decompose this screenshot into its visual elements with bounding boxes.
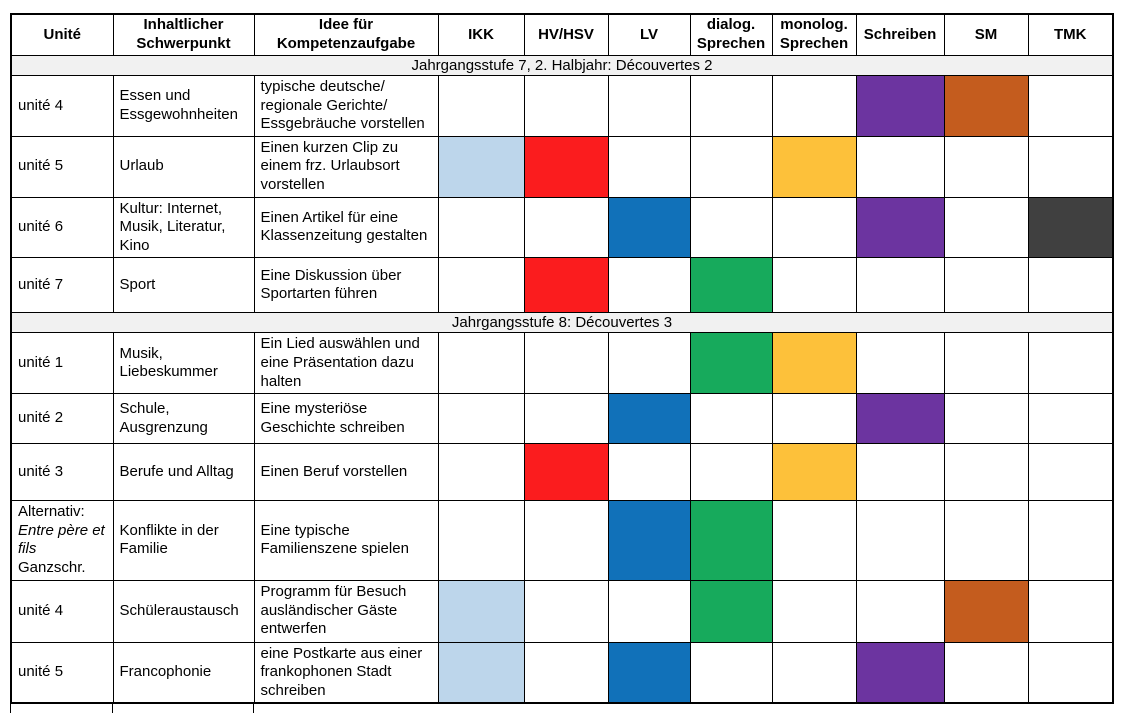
topic-cell: Konflikte in der Familie bbox=[113, 501, 254, 580]
competence-cell-hv-hsv bbox=[524, 501, 608, 580]
task-cell: typische deutsche/ regionale Gerichte/ Essgebräuche vorstellen bbox=[254, 76, 438, 137]
unit-cell: unité 3 bbox=[11, 444, 113, 501]
unit-cell: Alternativ: Entre père et fils Ganzschr. bbox=[11, 501, 113, 580]
competence-cell-hv-hsv bbox=[524, 394, 608, 444]
table-row bbox=[11, 444, 1113, 501]
competence-cell-dialog bbox=[690, 501, 772, 580]
competence-cell-sm bbox=[944, 444, 1028, 501]
competence-cell-sm bbox=[944, 501, 1028, 580]
competence-cell-monolog bbox=[772, 444, 856, 501]
table-left-border-stub bbox=[10, 704, 11, 713]
task-cell: Eine mysteriöse Geschichte schreiben bbox=[254, 394, 438, 444]
section-title: Jahrgangsstufe 8: Découvertes 3 bbox=[11, 313, 1113, 333]
topic-cell: Schüleraustausch bbox=[113, 580, 254, 642]
col-header-kompetenzaufgabe: Idee für Kompetenzaufgabe bbox=[254, 14, 438, 56]
section-banner-jgst8 bbox=[11, 313, 1113, 333]
competence-cell-schreiben bbox=[856, 258, 944, 313]
col-header-unite: Unité bbox=[11, 14, 113, 56]
col-header-schwerpunkt: Inhaltlicher Schwerpunkt bbox=[113, 14, 254, 56]
competence-cell-tmk bbox=[1028, 580, 1113, 642]
competence-cell-hv-hsv bbox=[524, 333, 608, 394]
col-header-sm: SM bbox=[944, 14, 1028, 56]
competence-cell-lv bbox=[608, 258, 690, 313]
competence-cell-schreiben bbox=[856, 394, 944, 444]
competence-cell-dialog bbox=[690, 76, 772, 137]
competence-cell-hv-hsv bbox=[524, 444, 608, 501]
competence-cell-schreiben bbox=[856, 444, 944, 501]
competence-cell-lv bbox=[608, 394, 690, 444]
competence-cell-monolog bbox=[772, 642, 856, 703]
competence-cell-hv-hsv bbox=[524, 580, 608, 642]
topic-cell: Essen und Essgewohnheiten bbox=[113, 76, 254, 137]
competence-cell-tmk bbox=[1028, 501, 1113, 580]
topic-cell: Sport bbox=[113, 258, 254, 313]
competence-cell-tmk bbox=[1028, 197, 1113, 258]
table-row bbox=[11, 76, 1113, 137]
curriculum-table bbox=[10, 13, 1114, 704]
cut-off-next-row-borders bbox=[10, 704, 1112, 715]
col-header-monolog-sprechen: monolog. Sprechen bbox=[772, 14, 856, 56]
topic-cell: Urlaub bbox=[113, 136, 254, 197]
table-row bbox=[11, 197, 1113, 258]
table-row bbox=[11, 642, 1113, 703]
competence-cell-ikk bbox=[438, 394, 524, 444]
unit-cell: unité 7 bbox=[11, 258, 113, 313]
task-cell: Programm für Besuch ausländischer Gäste entwerfen bbox=[254, 580, 438, 642]
table-row bbox=[11, 258, 1113, 313]
competence-cell-tmk bbox=[1028, 333, 1113, 394]
competence-cell-schreiben bbox=[856, 501, 944, 580]
competence-cell-dialog bbox=[690, 444, 772, 501]
table-body bbox=[11, 56, 1113, 704]
competence-cell-hv-hsv bbox=[524, 197, 608, 258]
italic-book-title: Entre père et fils bbox=[18, 521, 105, 558]
competence-cell-hv-hsv bbox=[524, 258, 608, 313]
unit-cell: unité 6 bbox=[11, 197, 113, 258]
competence-cell-lv bbox=[608, 642, 690, 703]
competence-cell-ikk bbox=[438, 501, 524, 580]
competence-cell-tmk bbox=[1028, 444, 1113, 501]
table-row bbox=[11, 580, 1113, 642]
competence-cell-hv-hsv bbox=[524, 642, 608, 703]
column-border-stub bbox=[112, 704, 113, 713]
competence-cell-lv bbox=[608, 580, 690, 642]
section-banner-jgst7 bbox=[11, 56, 1113, 76]
competence-cell-monolog bbox=[772, 258, 856, 313]
competence-cell-sm bbox=[944, 197, 1028, 258]
competence-cell-ikk bbox=[438, 333, 524, 394]
competence-cell-tmk bbox=[1028, 76, 1113, 137]
competence-cell-ikk bbox=[438, 258, 524, 313]
competence-cell-monolog bbox=[772, 197, 856, 258]
competence-cell-hv-hsv bbox=[524, 136, 608, 197]
unit-cell: unité 5 bbox=[11, 136, 113, 197]
competence-cell-dialog bbox=[690, 258, 772, 313]
col-header-ikk: IKK bbox=[438, 14, 524, 56]
task-cell: eine Postkarte aus einer frankophonen Stadt schreiben bbox=[254, 642, 438, 703]
competence-cell-dialog bbox=[690, 333, 772, 394]
competence-cell-schreiben bbox=[856, 333, 944, 394]
competence-cell-monolog bbox=[772, 76, 856, 137]
competence-cell-sm bbox=[944, 333, 1028, 394]
topic-cell: Musik, Liebeskummer bbox=[113, 333, 254, 394]
col-header-dialog-sprechen: dialog. Sprechen bbox=[690, 14, 772, 56]
unit-cell: unité 4 bbox=[11, 76, 113, 137]
competence-cell-monolog bbox=[772, 394, 856, 444]
competence-cell-dialog bbox=[690, 394, 772, 444]
topic-cell: Berufe und Alltag bbox=[113, 444, 254, 501]
unit-cell: unité 5 bbox=[11, 642, 113, 703]
col-header-hv-hsv: HV/HSV bbox=[524, 14, 608, 56]
competence-cell-ikk bbox=[438, 197, 524, 258]
competence-cell-dialog bbox=[690, 136, 772, 197]
competence-cell-lv bbox=[608, 197, 690, 258]
competence-cell-monolog bbox=[772, 580, 856, 642]
competence-cell-dialog bbox=[690, 197, 772, 258]
col-header-schreiben: Schreiben bbox=[856, 14, 944, 56]
topic-cell: Schule, Ausgrenzung bbox=[113, 394, 254, 444]
competence-cell-ikk bbox=[438, 136, 524, 197]
competence-cell-sm bbox=[944, 76, 1028, 137]
col-header-lv: LV bbox=[608, 14, 690, 56]
competence-cell-sm bbox=[944, 580, 1028, 642]
competence-cell-schreiben bbox=[856, 580, 944, 642]
topic-cell: Francophonie bbox=[113, 642, 254, 703]
competence-cell-lv bbox=[608, 333, 690, 394]
task-cell: Einen kurzen Clip zu einem frz. Urlaubsort vorstellen bbox=[254, 136, 438, 197]
competence-cell-tmk bbox=[1028, 136, 1113, 197]
table-row bbox=[11, 333, 1113, 394]
unit-cell: unité 2 bbox=[11, 394, 113, 444]
competence-cell-tmk bbox=[1028, 642, 1113, 703]
competence-cell-hv-hsv bbox=[524, 76, 608, 137]
competence-cell-lv bbox=[608, 501, 690, 580]
unit-cell: unité 1 bbox=[11, 333, 113, 394]
competence-cell-monolog bbox=[772, 501, 856, 580]
competence-cell-dialog bbox=[690, 580, 772, 642]
competence-cell-schreiben bbox=[856, 197, 944, 258]
col-header-tmk: TMK bbox=[1028, 14, 1113, 56]
competence-cell-dialog bbox=[690, 642, 772, 703]
task-cell: Eine Diskussion über Sportarten führen bbox=[254, 258, 438, 313]
competence-cell-lv bbox=[608, 444, 690, 501]
table-row-alternativ bbox=[11, 501, 1113, 580]
task-cell: Einen Beruf vorstellen bbox=[254, 444, 438, 501]
competence-cell-lv bbox=[608, 76, 690, 137]
task-cell: Einen Artikel für eine Klassenzeitung gestalten bbox=[254, 197, 438, 258]
competence-cell-ikk bbox=[438, 580, 524, 642]
competence-cell-lv bbox=[608, 136, 690, 197]
competence-cell-sm bbox=[944, 258, 1028, 313]
column-border-stub bbox=[253, 704, 254, 713]
competence-cell-sm bbox=[944, 394, 1028, 444]
competence-cell-monolog bbox=[772, 333, 856, 394]
header-row bbox=[11, 14, 1113, 56]
competence-cell-sm bbox=[944, 136, 1028, 197]
competence-cell-schreiben bbox=[856, 136, 944, 197]
table-row bbox=[11, 136, 1113, 197]
unit-cell: unité 4 bbox=[11, 580, 113, 642]
task-cell: Eine typische Familienszene spielen bbox=[254, 501, 438, 580]
competence-cell-tmk bbox=[1028, 258, 1113, 313]
competence-cell-ikk bbox=[438, 76, 524, 137]
topic-cell: Kultur: Internet, Musik, Literatur, Kino bbox=[113, 197, 254, 258]
competence-cell-ikk bbox=[438, 642, 524, 703]
table-row bbox=[11, 394, 1113, 444]
competence-cell-schreiben bbox=[856, 642, 944, 703]
competence-cell-ikk bbox=[438, 444, 524, 501]
competence-cell-schreiben bbox=[856, 76, 944, 137]
competence-cell-monolog bbox=[772, 136, 856, 197]
section-title: Jahrgangsstufe 7, 2. Halbjahr: Découvertes 2 bbox=[11, 56, 1113, 76]
competence-cell-sm bbox=[944, 642, 1028, 703]
table-header bbox=[11, 14, 1113, 56]
task-cell: Ein Lied auswählen und eine Präsentation dazu halten bbox=[254, 333, 438, 394]
competence-cell-tmk bbox=[1028, 394, 1113, 444]
